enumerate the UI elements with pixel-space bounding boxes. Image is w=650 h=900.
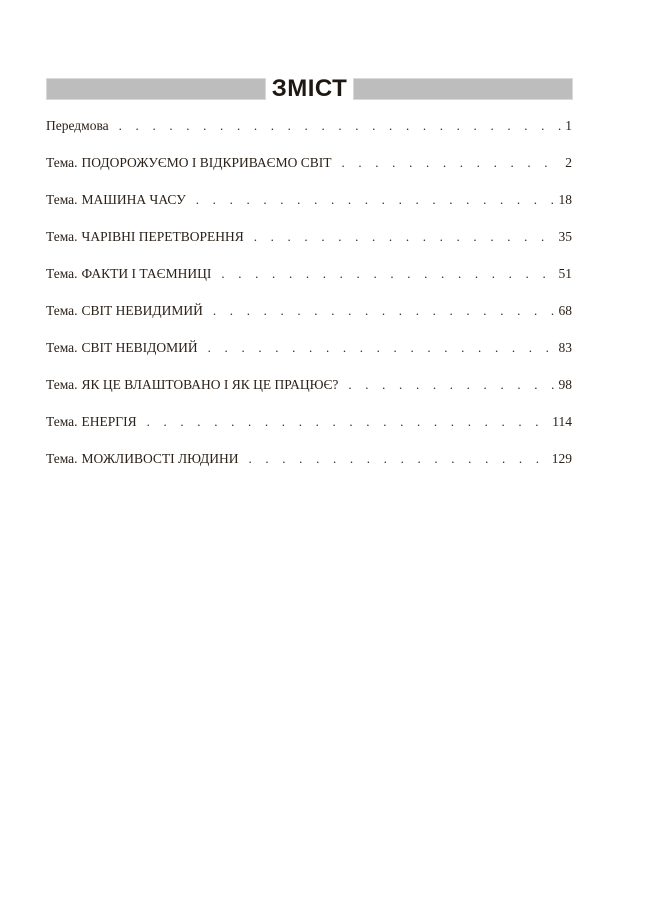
toc-entry-prefix: Тема. bbox=[46, 303, 78, 318]
toc-entry-label: МОЖЛИВОСТІ ЛЮДИНИ bbox=[81, 451, 239, 466]
toc-entry-label: ЧАРІВНІ ПЕРЕТВОРЕННЯ bbox=[81, 229, 244, 244]
toc-entry-page-number: 83 bbox=[558, 340, 572, 355]
toc-entry-prefix: Тема. bbox=[46, 451, 78, 466]
toc-entry-label: ЯК ЦЕ ВЛАШТОВАНО І ЯК ЦЕ ПРАЦЮЄ? bbox=[81, 377, 339, 392]
toc-dot-leader bbox=[208, 340, 555, 356]
toc-entry[interactable] bbox=[46, 414, 572, 451]
toc-dot-leader bbox=[254, 229, 555, 245]
toc-entry-page-number: 68 bbox=[558, 303, 572, 318]
toc-entry-prefix: Тема. bbox=[46, 229, 78, 244]
toc-entry-title bbox=[46, 266, 211, 282]
toc-entry-title bbox=[46, 303, 203, 319]
toc-entry-title bbox=[46, 377, 338, 393]
toc-dot-leader bbox=[341, 155, 561, 171]
toc-entry-page-number: 2 bbox=[565, 155, 572, 170]
toc-entry-page-number: 114 bbox=[552, 414, 572, 429]
toc-dot-leader bbox=[248, 451, 547, 467]
toc-entry-title bbox=[46, 229, 244, 245]
toc-entry-label: СВІТ НЕВИДИМИЙ bbox=[81, 303, 203, 318]
heading-bar-right bbox=[353, 78, 573, 100]
toc-entry[interactable] bbox=[46, 303, 572, 340]
toc-entry-label: ПОДОРОЖУЄМО І ВІДКРИВАЄМО СВІТ bbox=[81, 155, 332, 170]
toc-entry[interactable] bbox=[46, 377, 572, 414]
toc-entry-prefix: Тема. bbox=[46, 377, 78, 392]
contents-page bbox=[46, 75, 573, 466]
toc-entry-page-number: 1 bbox=[565, 118, 572, 133]
toc-entry-label: СВІТ НЕВІДОМИЙ bbox=[81, 340, 198, 355]
toc-entry-page-number: 18 bbox=[558, 192, 572, 207]
toc-dot-leader bbox=[196, 192, 555, 208]
heading-bar-left bbox=[46, 78, 266, 100]
toc-entry-prefix: Тема. bbox=[46, 155, 78, 170]
toc-entry-label: ФАКТИ І ТАЄМНИЦІ bbox=[81, 266, 212, 281]
toc-entry-prefix: Тема. bbox=[46, 192, 78, 207]
table-of-contents bbox=[46, 118, 572, 488]
toc-entry[interactable] bbox=[46, 229, 572, 266]
toc-entry[interactable] bbox=[46, 155, 572, 192]
toc-entry[interactable] bbox=[46, 340, 572, 377]
toc-entry-label: ЕНЕРГІЯ bbox=[81, 414, 137, 429]
page-title: ЗМІСТ bbox=[266, 78, 354, 100]
toc-dot-leader bbox=[221, 266, 554, 282]
toc-entry-title bbox=[46, 155, 331, 171]
toc-entry[interactable] bbox=[46, 266, 572, 303]
toc-entry-page-number: 129 bbox=[551, 451, 572, 466]
toc-entry-prefix: Тема. bbox=[46, 266, 78, 281]
toc-dot-leader bbox=[348, 377, 554, 393]
toc-entry-prefix: Тема. bbox=[46, 414, 78, 429]
toc-entry[interactable] bbox=[46, 118, 572, 155]
toc-entry-prefix: Тема. bbox=[46, 340, 78, 355]
toc-entry-page-number: 98 bbox=[558, 377, 572, 392]
toc-entry-title bbox=[46, 192, 186, 208]
toc-entry-title bbox=[46, 118, 109, 134]
toc-entry-title bbox=[46, 414, 137, 430]
toc-entry-label: МАШИНА ЧАСУ bbox=[81, 192, 186, 207]
toc-entry-page-number: 51 bbox=[558, 266, 572, 281]
toc-dot-leader bbox=[213, 303, 555, 319]
toc-entry-title bbox=[46, 451, 238, 467]
toc-entry-label: Передмова bbox=[46, 118, 109, 133]
toc-dot-leader bbox=[119, 118, 562, 134]
contents-heading-bar bbox=[46, 75, 573, 102]
toc-entry-page-number: 35 bbox=[558, 229, 572, 244]
toc-entry[interactable] bbox=[46, 192, 572, 229]
toc-entry[interactable] bbox=[46, 451, 572, 488]
toc-entry-title bbox=[46, 340, 198, 356]
toc-dot-leader bbox=[147, 414, 549, 430]
